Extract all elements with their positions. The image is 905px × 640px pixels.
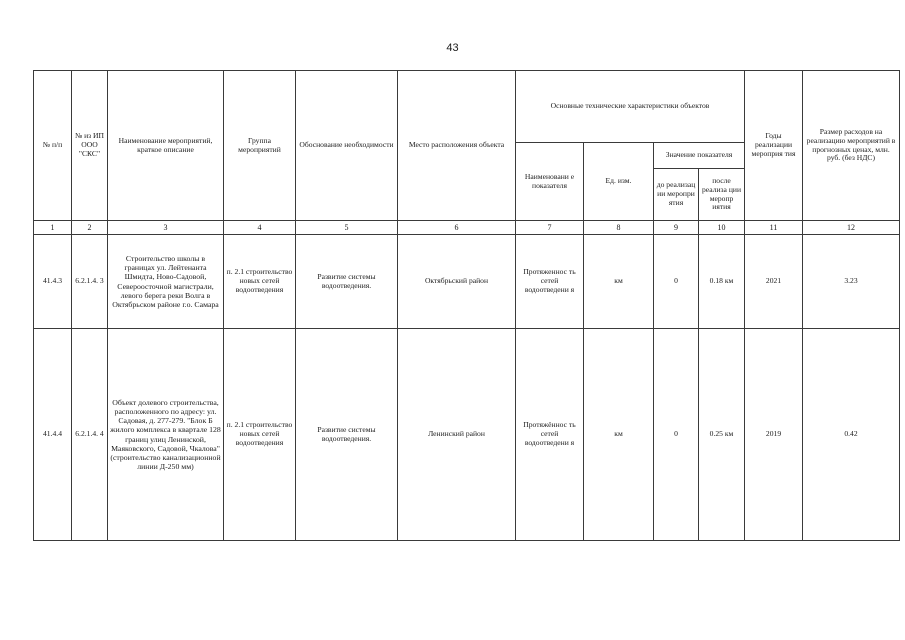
col-number-5: 5 [296,221,398,235]
row-ip-number: 6.2.1.4. 3 [72,235,108,329]
header-name: Наименование мероприятий, краткое описание [108,71,224,221]
header-years: Годы реализации мероприя тия [745,71,803,221]
col-number-7: 7 [516,221,584,235]
row-reason: Развитие системы водоотведения. [296,329,398,541]
col-number-6: 6 [398,221,516,235]
row-location: Ленинский район [398,329,516,541]
header-num: № п/п [34,71,72,221]
row-before: 0 [654,329,699,541]
header-unit: Ед. изм. [584,143,654,221]
investment-table [33,70,900,541]
row-ip-number: 6.2.1.4. 4 [72,329,108,541]
row-cost: 3.23 [803,235,900,329]
col-number-10: 10 [699,221,745,235]
row-num: 41.4.4 [34,329,72,541]
header-after: после реализа ции меропр иятия [699,169,745,221]
header-group: Группа мероприятий [224,71,296,221]
row-reason: Развитие системы водоотведения. [296,235,398,329]
col-number-12: 12 [803,221,900,235]
header-ip-number: № из ИП ООО "СКС" [72,71,108,221]
row-after: 0.18 км [699,235,745,329]
header-reason: Обоснование необходимости [296,71,398,221]
col-number-11: 11 [745,221,803,235]
row-after: 0.25 км [699,329,745,541]
header-cost: Размер расходов на реализацию мероприятий в прогнозных ценах, млн. руб. (без НДС) [803,71,900,221]
row-year: 2021 [745,235,803,329]
page-number: 43 [446,42,459,54]
row-year: 2019 [745,329,803,541]
col-number-9: 9 [654,221,699,235]
row-group: п. 2.1 строительство новых сетей водоотведения [224,235,296,329]
col-number-2: 2 [72,221,108,235]
header-indicator: Наименовани е показателя [516,143,584,221]
table-row [34,329,900,541]
table-row [34,235,900,329]
col-number-4: 4 [224,221,296,235]
header-value-group: Значение показателя [654,143,745,169]
header-before: до реализац ии меропри ятия [654,169,699,221]
row-unit: км [584,329,654,541]
col-number-8: 8 [584,221,654,235]
row-location: Октябрьский район [398,235,516,329]
row-unit: км [584,235,654,329]
row-group: п. 2.1 строительство новых сетей водоотведения [224,329,296,541]
row-name: Строительство школы в границах ул. Лейтенанта Шмидта, Ново-Садовой, Североосточной магистрали, левого берега реки Волга в Октябрьском районе г.о. Самара [108,235,224,329]
row-cost: 0.42 [803,329,900,541]
header-location: Место расположения объекта [398,71,516,221]
header-tech-characteristics: Основные технические характеристики объектов [516,71,745,143]
col-number-3: 3 [108,221,224,235]
row-indicator: Протяжённос ть сетей водоотведени я [516,329,584,541]
col-number-1: 1 [34,221,72,235]
row-before: 0 [654,235,699,329]
row-name: Объект долевого строительства, расположенного по адресу: ул. Садовая, д. 277-279. "Блок Б жилого комплекса в квартале 128 границ улиц Ленинской, Маяковского, Садовой, Чкалова" (строительство канализационной линии Д-250 мм) [108,329,224,541]
row-num: 41.4.3 [34,235,72,329]
row-indicator: Протяженнос ть сетей водоотведени я [516,235,584,329]
